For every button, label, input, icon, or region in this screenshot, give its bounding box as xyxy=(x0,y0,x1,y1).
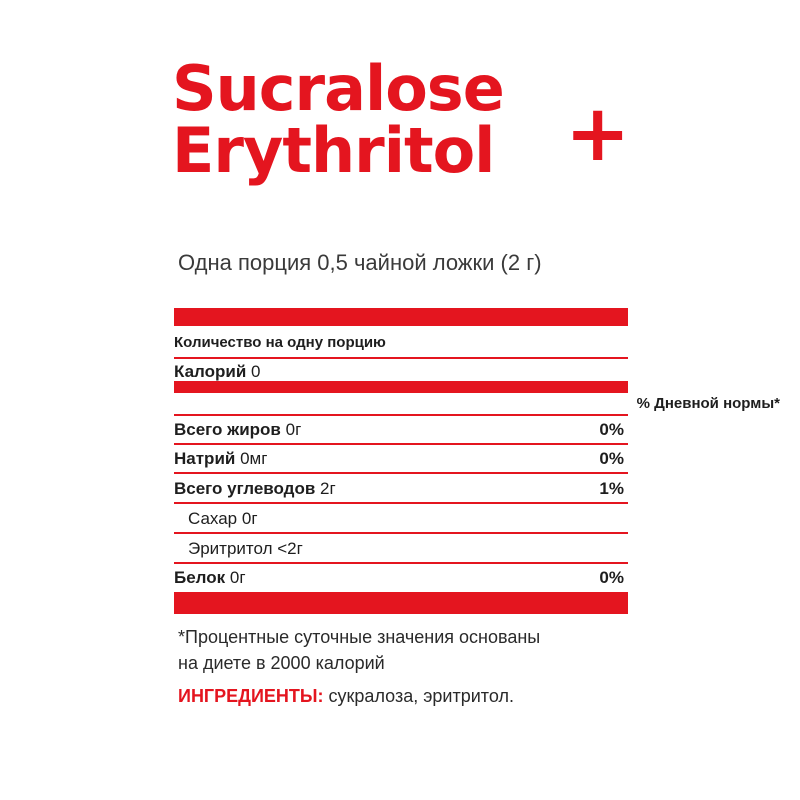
nutrient-row-carbs xyxy=(174,479,628,499)
bottom-red-bar xyxy=(174,592,628,614)
footnote xyxy=(178,624,540,676)
nutrient-row-fat xyxy=(174,420,628,440)
ingredients-text: сукралоза, эритритол. xyxy=(328,686,514,706)
daily-value-header: % Дневной нормы* xyxy=(636,395,780,412)
nutrient-row-sugar xyxy=(174,509,628,529)
nutrient-percent: 0% xyxy=(599,568,624,587)
serving-size: Одна порция 0,5 чайной ложки (2 г) xyxy=(178,250,542,275)
divider xyxy=(174,414,628,416)
plus-sign: + xyxy=(565,89,631,179)
nutrient-amount: 2г xyxy=(320,479,336,498)
nutrient-label: Белок xyxy=(174,568,226,587)
ingredients-heading: ИНГРЕДИЕНТЫ: xyxy=(178,686,324,706)
nutrient-label: Сахар xyxy=(188,509,238,528)
divider xyxy=(174,532,628,534)
nutrient-amount: 0г xyxy=(241,509,258,528)
divider xyxy=(174,357,628,359)
divider xyxy=(174,502,628,504)
nutrient-row-protein xyxy=(174,568,628,588)
amount-per-serving xyxy=(174,334,628,351)
calories-label: Калорий xyxy=(174,362,247,381)
nutrient-percent: 0% xyxy=(599,420,624,439)
nutrient-amount: 0г xyxy=(229,568,246,587)
nutrient-amount: <2г xyxy=(277,539,303,558)
divider xyxy=(174,443,628,445)
amount-per-serving-label: Количество на одну порцию xyxy=(174,334,386,351)
footnote-line-2: на диете в 2000 калорий xyxy=(178,653,385,673)
divider xyxy=(174,472,628,474)
title-line-sucralose: Sucralose xyxy=(172,52,504,125)
nutrient-label: Всего жиров xyxy=(174,420,281,439)
nutrient-amount: 0мг xyxy=(240,449,268,468)
nutrient-percent: 0% xyxy=(599,449,624,468)
product-title xyxy=(172,52,504,187)
title-line-erythritol: Erythritol xyxy=(172,114,495,187)
nutrient-amount: 0г xyxy=(285,420,302,439)
nutrient-row-erythritol xyxy=(174,539,628,559)
calories-row xyxy=(174,362,628,382)
calories-value: 0 xyxy=(251,362,261,381)
nutrient-row-sodium xyxy=(174,449,628,469)
top-red-bar xyxy=(174,308,628,326)
footnote-line-1: *Процентные суточные значения основаны xyxy=(178,627,541,647)
divider xyxy=(174,562,628,564)
nutrient-label: Эритритол xyxy=(188,539,273,558)
nutrient-label: Всего углеводов xyxy=(174,479,316,498)
nutrient-percent: 1% xyxy=(599,479,624,498)
ingredients xyxy=(178,686,514,707)
mid-red-bar xyxy=(174,381,628,393)
nutrient-label: Натрий xyxy=(174,449,236,468)
